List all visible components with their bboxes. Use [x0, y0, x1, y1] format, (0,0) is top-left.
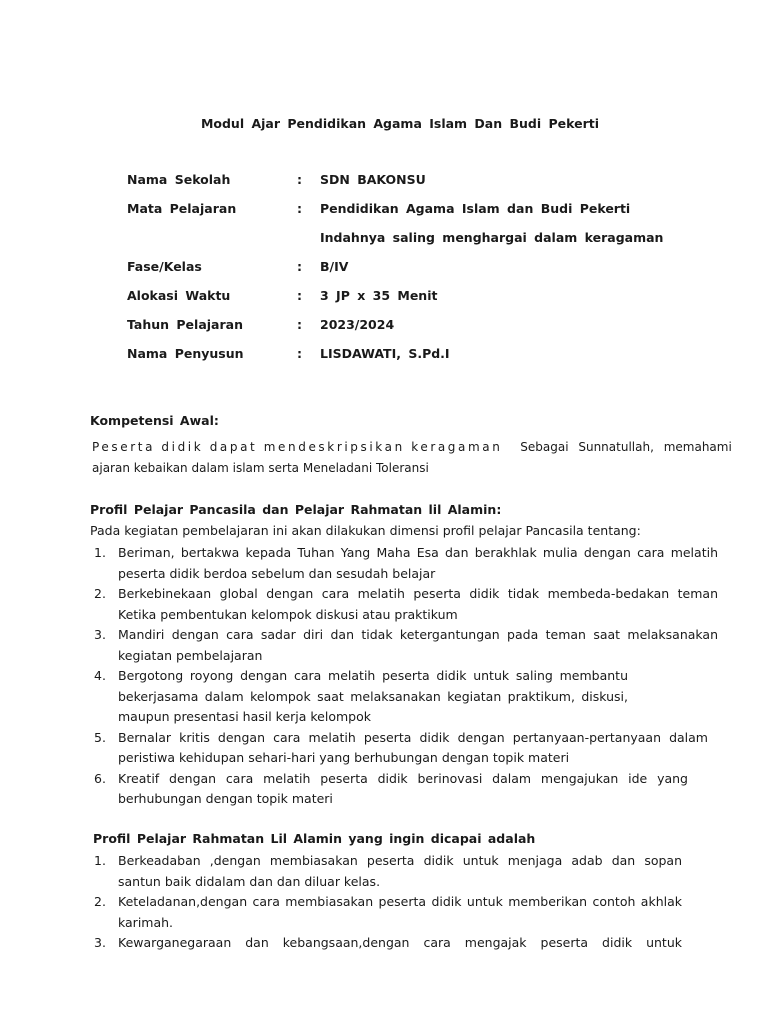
list-item-number: 4.: [94, 668, 106, 683]
list-item-number: 5.: [94, 729, 106, 745]
kompetensi-heading: Kompetensi Awal:: [90, 413, 219, 428]
list-item-text: Bergotong royong dengan cara melatih peserta didik untuk saling membantu bekerjasama dalam kelompok saat melaksanakan kegiatan praktikum, diskusi, maupun presentasi hasil kerja kelompok: [118, 668, 628, 724]
list-item-number: 1.: [94, 853, 106, 868]
profil-pancasila-heading: Profil Pelajar Pancasila dan Pelajar Rahmatan lil Alamin:: [90, 502, 502, 517]
list-item-number: 6.: [94, 770, 106, 786]
info-colon: :: [297, 317, 302, 332]
profil-pancasila-intro: Pada kegiatan pembelajaran ini akan dilakukan dimensi profil pelajar Pancasila tentang:: [90, 523, 641, 538]
list-item-text: Bernalar kritis dengan cara melatih peserta didik dengan pertanyaan-pertanyaan dalam peristiwa kehidupan sehari-hari yang berhubungan dengan topik materi: [118, 729, 708, 765]
list-item-text: Berkebinekaan global dengan cara melatih peserta didik tidak membeda-bedakan teman Ketika pembentukan kelompok diskusi atau praktikum: [118, 586, 718, 622]
list-item-number: 3.: [94, 935, 106, 950]
list-item: [86, 851, 682, 892]
info-label: Fase/Kelas: [127, 259, 202, 274]
list-item-number: 1.: [94, 545, 106, 560]
list-item-number: 3.: [94, 627, 106, 642]
list-item-text: Kreatif dengan cara melatih peserta didik berinovasi dalam mengajukan ide yang berhubungan dengan topik materi: [118, 770, 688, 806]
list-item: [86, 543, 718, 584]
info-value: 2023/2024: [320, 317, 395, 332]
info-value: 3 JP x 35 Menit: [320, 288, 438, 303]
list-item: [86, 666, 718, 728]
profil-rahmatan-list: [86, 851, 682, 954]
info-topic-value: Indahnya saling menghargai dalam keragaman: [320, 230, 664, 245]
info-label: Mata Pelajaran: [127, 201, 237, 216]
info-label: Alokasi Waktu: [127, 288, 231, 303]
info-colon: :: [297, 288, 302, 303]
info-label: Nama Sekolah: [127, 172, 231, 187]
info-label: Nama Penyusun: [127, 346, 244, 361]
kompetensi-line-1: [92, 437, 732, 457]
list-item-number: 2.: [94, 894, 106, 909]
info-colon: :: [297, 346, 302, 361]
info-value: Pendidikan Agama Islam dan Budi Pekerti: [320, 201, 631, 216]
list-item: [86, 933, 682, 954]
info-value: SDN BAKONSU: [320, 172, 426, 187]
profil-pancasila-list: [86, 543, 718, 810]
list-item-text: Keteladanan,dengan cara membiasakan peserta didik untuk memberikan contoh akhlak karimah.: [118, 894, 682, 930]
list-item: [86, 769, 718, 810]
info-colon: :: [297, 259, 302, 274]
info-value: LISDAWATI, S.Pd.I: [320, 346, 450, 361]
document-title: Modul Ajar Pendidikan Agama Islam Dan Budi Pekerti: [200, 116, 600, 131]
kompetensi-line-2: ajaran kebaikan dalam islam serta Meneladani Toleransi: [92, 461, 429, 475]
list-item-text: Kewarganegaraan dan kebangsaan,dengan cara mengajak peserta didik untuk: [118, 935, 682, 950]
profil-rahmatan-heading: Profil Pelajar Rahmatan Lil Alamin yang ingin dicapai adalah: [93, 831, 536, 846]
list-item: [86, 625, 718, 666]
list-item: [86, 728, 718, 769]
kompetensi-text-b: Sebagai Sunnatullah, memahami: [520, 440, 732, 454]
info-label: Tahun Pelajaran: [127, 317, 243, 332]
list-item-text: Berkeadaban ,dengan membiasakan peserta didik untuk menjaga adab dan sopan santun baik didalam dan dan diluar kelas.: [118, 853, 682, 889]
list-item-text: Beriman, bertakwa kepada Tuhan Yang Maha Esa dan berakhlak mulia dengan cara melatih peserta didik berdoa sebelum dan sesudah belajar: [118, 545, 718, 581]
list-item: [86, 892, 682, 933]
list-item: [86, 584, 718, 625]
kompetensi-text-a: Peserta didik dapat mendeskripsikan keragaman: [92, 440, 503, 454]
info-colon: :: [297, 172, 302, 187]
info-value: B/IV: [320, 259, 349, 274]
info-colon: :: [297, 201, 302, 216]
list-item-text: Mandiri dengan cara sadar diri dan tidak ketergantungan pada teman saat melaksanakan kegiatan pembelajaran: [118, 627, 718, 663]
list-item-number: 2.: [94, 586, 106, 601]
